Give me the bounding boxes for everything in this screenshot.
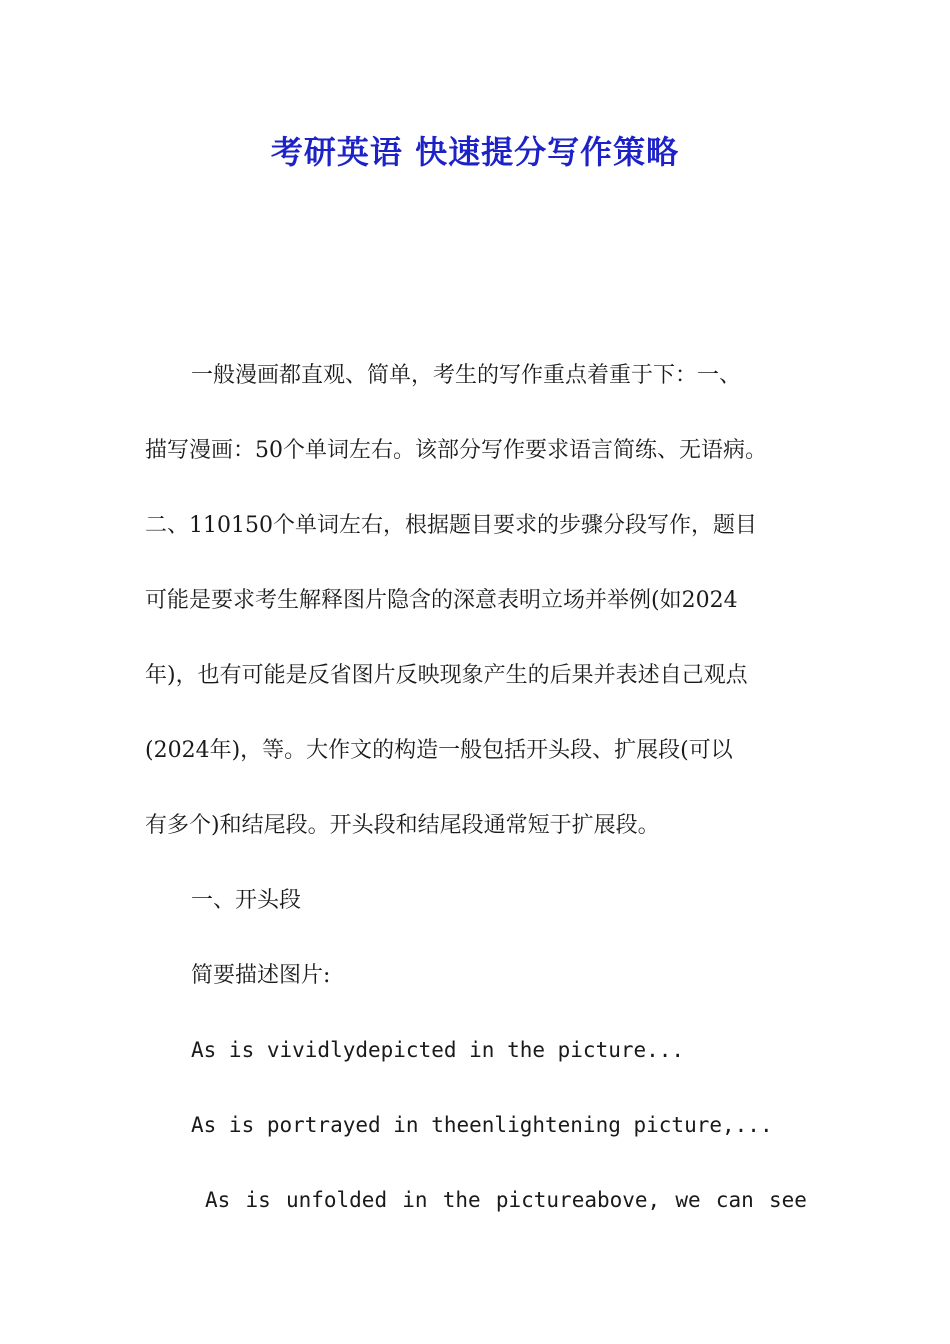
word: can (715, 1188, 754, 1212)
word: is (245, 1188, 271, 1212)
paragraph-line: 一般漫画都直观、简单，考生的写作重点着重于下：一、 (191, 363, 742, 388)
word: see (768, 1188, 807, 1212)
word: the (442, 1188, 481, 1212)
document-body (145, 338, 807, 1238)
section-heading: 一、开头段 (191, 888, 302, 913)
example-sentence: As is vividlydepicted in the picture... (191, 1038, 685, 1062)
subheading: 简要描述图片: (191, 963, 331, 988)
word: unfolded (285, 1188, 388, 1212)
word: we (675, 1188, 701, 1212)
paragraph-line: 描写漫画：50个单词左右。该部分写作要求语言简练、无语病。 (145, 438, 767, 463)
word: pictureabove, (495, 1188, 661, 1212)
paragraph-line: 二、110150个单词左右，根据题目要求的步骤分段写作，题目 (145, 513, 757, 538)
paragraph-line: 有多个)和结尾段。开头段和结尾段通常短于扩展段。 (145, 813, 660, 838)
word: As (205, 1188, 231, 1212)
paragraph-line: 可能是要求考生解释图片隐含的深意表明立场并举例(如2024 (145, 588, 738, 613)
example-sentence-justified (145, 1163, 807, 1238)
document-title: 考研英语 快速提分写作策略 (270, 133, 680, 171)
word: in (402, 1188, 428, 1212)
paragraph-line: (2024年)，等。大作文的构造一般包括开头段、扩展段(可以 (145, 738, 733, 763)
paragraph-line: 年)，也有可能是反省图片反映现象产生的后果并表述自己观点 (145, 663, 748, 688)
example-sentence: As is portrayed in theenlightening picture,... (191, 1113, 773, 1137)
